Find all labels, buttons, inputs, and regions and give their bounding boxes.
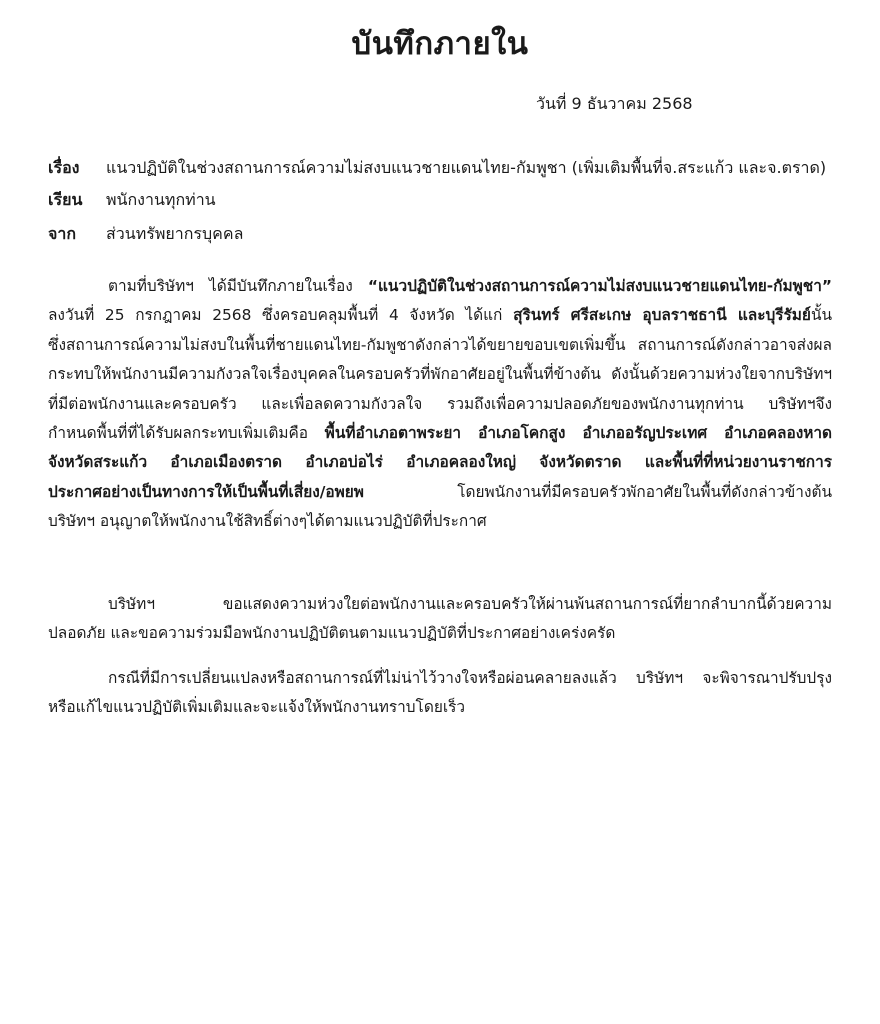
paragraph-line: ปลอดภัย และขอความร่วมมือพนักงานปฏิบัติตนตามแนวปฏิบัติที่ประกาศอย่างเคร่งครัด [48,624,616,643]
paragraph-line: ซึ่งสถานการณ์ความไม่สงบในพื้นที่ชายแดนไทย-กัมพูชาดังกล่าวได้ขยายขอบเขตเพิ่มขึ้น สถานการณ์ดังกล่าวอาจส่งผล [48,335,832,354]
text-span: ตามที่บริษัทฯ ได้มีบันทึกภายในเรื่อง [108,277,368,295]
bold-provinces: สุรินทร์ ศรีสะเกษ อุบลราชธานี และบุรีรัมย์ [513,306,811,325]
text-span: โดยพนักงานที่มีครอบครัวพักอาศัยในพื้นที่ดังกล่าวข้างต้น [363,482,832,501]
paragraph-line [48,478,832,507]
paragraph-line [48,419,832,448]
paragraph-line: ที่มีต่อพนักงานและครอบครัว และเพื่อลดความกังวลใจ รวมถึงเพื่อความปลอดภัยของพนักงานทุกท่าน บริษัทฯจึง [48,394,832,413]
paragraph-line [48,272,832,301]
paragraph-2 [48,590,832,649]
text-span: ลงวันที่ 25 กรกฎาคม 2568 ซึ่งครอบคลุมพื้นที่ 4 จังหวัด ได้แก่ [48,306,514,325]
paragraph-line: กรณีที่มีการเปลี่ยนแปลงหรือสถานการณ์ที่ไม่น่าไว้วางใจหรือผ่อนคลายลงแล้ว บริษัทฯ จะพิจารณาปรับปรุง [108,669,832,687]
subject-row [48,156,826,181]
paragraph-3 [48,664,832,723]
bold-memo-reference: “แนวปฏิบัติในช่วงสถานการณ์ความไม่สงบแนวชายแดนไทย-กัมพูชา” [367,277,832,295]
paragraph-line: บริษัทฯ อนุญาตให้พนักงานใช้สิทธิ์ต่างๆได้ตามแนวปฏิบัติที่ประกาศ [48,512,487,531]
paragraph-line: หรือแก้ไขแนวปฏิบัติเพิ่มเติมและจะแจ้งให้พนักงานทราบโดยเร็ว [48,698,466,717]
text-span: นั้น [810,306,832,325]
from-label: จาก [48,224,77,243]
memo-date: วันที่ 9 ธันวาคม 2568 [536,94,693,113]
paragraph-line: กระทบให้พนักงานมีความกังวลใจเรื่องบุคคลในครอบครัวที่พักอาศัยอยู่ในพื้นที่ข้างต้น ดังนั้นด้วยความห่วงใยจากบริษัทฯ [48,365,832,384]
paragraph-line-bold: จังหวัดสระแก้ว อำเภอเมืองตราด อำเภอบ่อไร่ อำเภอคลองใหญ่ จังหวัดตราด และพื้นที่ที่หน่วยงานราชการ [48,453,832,472]
to-text: พนักงานทุกท่าน [106,190,216,209]
bold-risk-area: ประกาศอย่างเป็นทางการให้เป็นพื้นที่เสี่ยง/อพยพ [48,482,364,501]
bold-areas: พื้นที่อำเภอตาพระยา อำเภอโคกสูง อำเภออรัญประเทศ อำเภอคลองหาด [324,423,832,442]
to-label: เรียน [48,190,83,209]
paragraph-1 [48,272,832,537]
from-row [48,222,243,247]
to-row [48,188,216,213]
text-span: กำหนดพื้นที่ที่ได้รับผลกระทบเพิ่มเติมคือ [48,423,325,442]
subject-label: เรื่อง [48,158,80,177]
paragraph-line [48,301,832,330]
paragraph-line: บริษัทฯ ขอแสดงความห่วงใยต่อพนักงานและครอบครัวให้ผ่านพ้นสถานการณ์ที่ยากลำบากนี้ด้วยความ [108,595,832,613]
from-text: ส่วนทรัพยากรบุคคล [106,224,244,243]
subject-text: แนวปฏิบัติในช่วงสถานการณ์ความไม่สงบแนวชายแดนไทย-กัมพูชา (เพิ่มเติมพื้นที่จ.สระแก้ว และจ.ตราด) [106,158,827,177]
memo-title: บันทึกภายใน [351,26,529,62]
